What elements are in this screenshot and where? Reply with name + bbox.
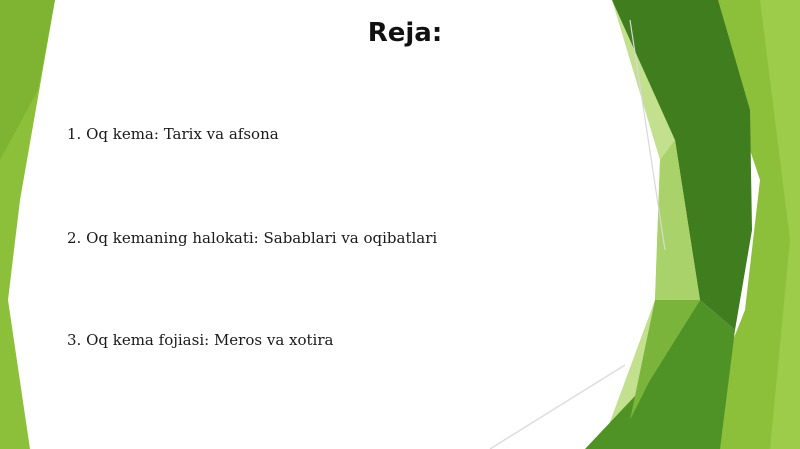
- slide-title: Reja:: [367, 18, 443, 48]
- plan-item-1: 1. Oq kema: Tarix va afsona: [67, 125, 279, 143]
- plan-item-2: 2. Oq kemaning halokati: Sabablari va oqibatlari: [67, 229, 438, 247]
- plan-item-3: 3. Oq kema fojiasi: Meros va xotira: [67, 331, 334, 349]
